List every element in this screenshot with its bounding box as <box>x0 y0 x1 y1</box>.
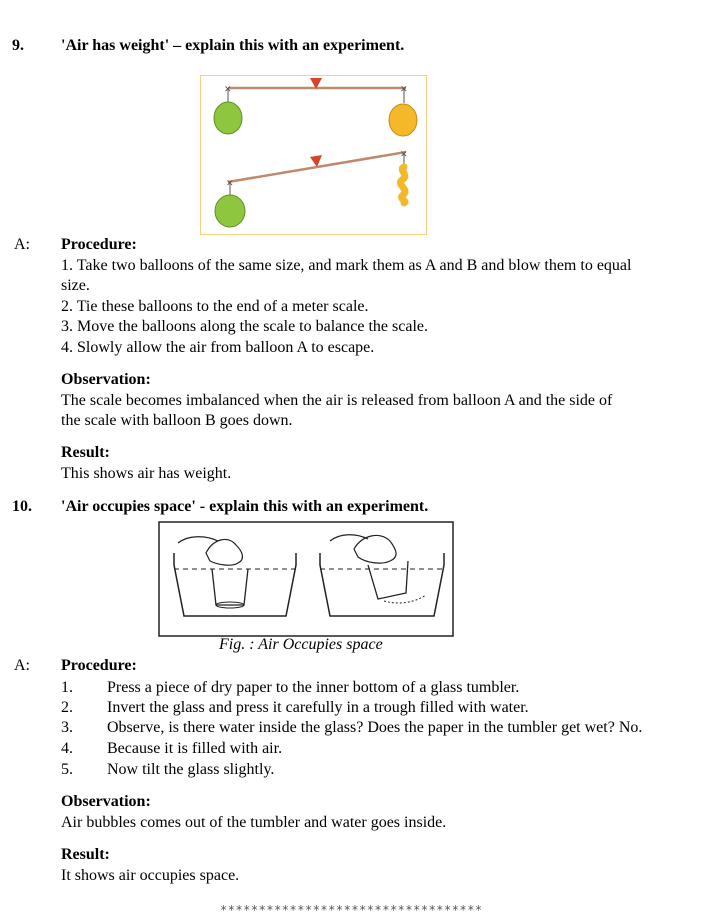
procedure-9-line: 1. Take two balloons of the same size, and mark them as A and B and blow them to equal <box>61 257 632 274</box>
balloon-b-top <box>389 104 417 136</box>
svg-text:✕: ✕ <box>226 178 234 188</box>
answer-10-label: A: <box>14 657 30 674</box>
procedure-10-item: Observe, is there water inside the glass? Does the paper in the tumbler get wet? No. <box>107 719 643 736</box>
observation-9-line: the scale with balloon B goes down. <box>61 412 293 429</box>
question-10-number: 10. <box>12 498 32 515</box>
question-10-text: 'Air occupies space' - explain this with an experiment. <box>61 498 429 515</box>
result-9-text: This shows air has weight. <box>61 465 232 482</box>
observation-heading-9: Observation: <box>61 371 151 388</box>
observation-heading-10: Observation: <box>61 793 151 810</box>
svg-text:✕: ✕ <box>400 149 408 159</box>
procedure-10-number: 4. <box>61 740 73 757</box>
observation-9-line: The scale becomes imbalanced when the air is released from balloon A and the side of <box>61 392 613 409</box>
procedure-heading-10: Procedure: <box>61 657 137 674</box>
procedure-10-number: 2. <box>61 699 73 716</box>
footer-separator: ********************************** <box>220 903 483 917</box>
procedure-10-number: 3. <box>61 719 73 736</box>
procedure-9-line: 2. Tie these balloons to the end of a meter scale. <box>61 298 369 315</box>
svg-text:✕: ✕ <box>400 84 408 94</box>
procedure-10-number: 5. <box>61 761 73 778</box>
result-heading-9: Result: <box>61 444 110 461</box>
balloon-a-deflated <box>400 167 405 203</box>
procedure-9-line: size. <box>61 277 90 294</box>
svg-text:✕: ✕ <box>224 84 232 94</box>
answer-9-label: A: <box>14 236 30 253</box>
result-heading-10: Result: <box>61 846 110 863</box>
procedure-9-line: 4. Slowly allow the air from balloon A to escape. <box>61 339 375 356</box>
procedure-10-number: 1. <box>61 679 73 696</box>
balloon-b-bottom <box>215 195 245 227</box>
figure-2-frame <box>159 522 453 636</box>
procedure-10-item: Press a piece of dry paper to the inner bottom of a glass tumbler. <box>107 679 520 696</box>
procedure-10-item: Invert the glass and press it carefully in a trough filled with water. <box>107 699 529 716</box>
figure-caption: Fig. : Air Occupies space <box>219 636 383 653</box>
procedure-heading-9: Procedure: <box>61 236 137 253</box>
balloon-a-top <box>214 102 242 134</box>
air-occupies-space-figure <box>158 521 454 639</box>
procedure-10-item: Because it is filled with air. <box>107 740 283 757</box>
question-9-number: 9. <box>12 37 24 54</box>
observation-10-text: Air bubbles comes out of the tumbler and water goes inside. <box>61 814 447 831</box>
result-10-text: It shows air occupies space. <box>61 867 240 884</box>
question-9-text: 'Air has weight' – explain this with an experiment. <box>61 37 405 54</box>
procedure-9-line: 3. Move the balloons along the scale to balance the scale. <box>61 318 428 335</box>
procedure-10-item: Now tilt the glass slightly. <box>107 761 275 778</box>
balloon-scale-figure <box>200 75 427 235</box>
